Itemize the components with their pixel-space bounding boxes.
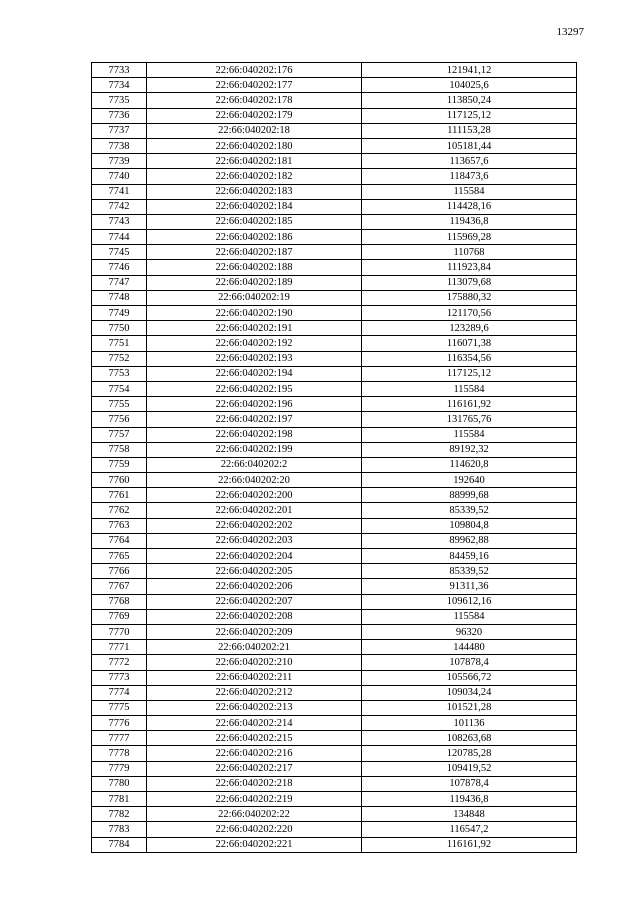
- table-row: [92, 275, 577, 290]
- row-index-cell: 7759: [92, 457, 147, 472]
- row-index-cell: 7775: [92, 700, 147, 715]
- value-cell: 117125,12: [362, 366, 577, 381]
- cadastral-number-cell: 22:66:040202:221: [147, 837, 362, 852]
- cadastral-number-cell: 22:66:040202:220: [147, 822, 362, 837]
- table-row: [92, 214, 577, 229]
- cadastral-number-cell: 22:66:040202:200: [147, 488, 362, 503]
- row-index-cell: 7762: [92, 503, 147, 518]
- table-row: [92, 397, 577, 412]
- cadastral-number-cell: 22:66:040202:219: [147, 792, 362, 807]
- value-cell: 108263,68: [362, 731, 577, 746]
- value-cell: 123289,6: [362, 321, 577, 336]
- value-cell: 113079,68: [362, 275, 577, 290]
- row-index-cell: 7748: [92, 290, 147, 305]
- value-cell: 104025,6: [362, 78, 577, 93]
- cadastral-table: [91, 62, 577, 853]
- cadastral-number-cell: 22:66:040202:203: [147, 533, 362, 548]
- table-row: [92, 260, 577, 275]
- table-body: [92, 63, 577, 853]
- value-cell: 111923,84: [362, 260, 577, 275]
- row-index-cell: 7736: [92, 108, 147, 123]
- table-row: [92, 230, 577, 245]
- table-row: [92, 108, 577, 123]
- value-cell: 105566,72: [362, 670, 577, 685]
- value-cell: 131765,76: [362, 412, 577, 427]
- row-index-cell: 7772: [92, 655, 147, 670]
- table-row: [92, 366, 577, 381]
- row-index-cell: 7758: [92, 442, 147, 457]
- table-row: [92, 381, 577, 396]
- value-cell: 109612,16: [362, 594, 577, 609]
- row-index-cell: 7743: [92, 214, 147, 229]
- table-row: [92, 199, 577, 214]
- cadastral-number-cell: 22:66:040202:216: [147, 746, 362, 761]
- value-cell: 113850,24: [362, 93, 577, 108]
- cadastral-number-cell: 22:66:040202:183: [147, 184, 362, 199]
- table-row: [92, 412, 577, 427]
- table-row: [92, 716, 577, 731]
- cadastral-number-cell: 22:66:040202:191: [147, 321, 362, 336]
- value-cell: 119436,8: [362, 214, 577, 229]
- cadastral-number-cell: 22:66:040202:197: [147, 412, 362, 427]
- table-row: [92, 776, 577, 791]
- row-index-cell: 7767: [92, 579, 147, 594]
- cadastral-number-cell: 22:66:040202:217: [147, 761, 362, 776]
- table-row: [92, 533, 577, 548]
- table-row: [92, 837, 577, 852]
- value-cell: 114620,8: [362, 457, 577, 472]
- table-row: [92, 549, 577, 564]
- row-index-cell: 7783: [92, 822, 147, 837]
- value-cell: 134848: [362, 807, 577, 822]
- table-row: [92, 93, 577, 108]
- value-cell: 144480: [362, 640, 577, 655]
- cadastral-number-cell: 22:66:040202:199: [147, 442, 362, 457]
- table-row: [92, 670, 577, 685]
- cadastral-number-cell: 22:66:040202:205: [147, 564, 362, 579]
- cadastral-number-cell: 22:66:040202:196: [147, 397, 362, 412]
- row-index-cell: 7764: [92, 533, 147, 548]
- table-row: [92, 169, 577, 184]
- row-index-cell: 7749: [92, 306, 147, 321]
- cadastral-number-cell: 22:66:040202:194: [147, 366, 362, 381]
- table-row: [92, 154, 577, 169]
- row-index-cell: 7735: [92, 93, 147, 108]
- cadastral-number-cell: 22:66:040202:206: [147, 579, 362, 594]
- value-cell: 115584: [362, 609, 577, 624]
- cadastral-number-cell: 22:66:040202:208: [147, 609, 362, 624]
- row-index-cell: 7756: [92, 412, 147, 427]
- page-number: 13297: [556, 26, 584, 38]
- cadastral-number-cell: 22:66:040202:179: [147, 108, 362, 123]
- value-cell: 89192,32: [362, 442, 577, 457]
- value-cell: 115584: [362, 381, 577, 396]
- cadastral-number-cell: 22:66:040202:185: [147, 214, 362, 229]
- table-row: [92, 594, 577, 609]
- table-row: [92, 518, 577, 533]
- table-row: [92, 473, 577, 488]
- table-row: [92, 336, 577, 351]
- value-cell: 116354,56: [362, 351, 577, 366]
- value-cell: 115584: [362, 427, 577, 442]
- row-index-cell: 7752: [92, 351, 147, 366]
- value-cell: 115969,28: [362, 230, 577, 245]
- table-row: [92, 457, 577, 472]
- cadastral-number-cell: 22:66:040202:22: [147, 807, 362, 822]
- table-row: [92, 123, 577, 138]
- row-index-cell: 7777: [92, 731, 147, 746]
- table-row: [92, 63, 577, 78]
- value-cell: 107878,4: [362, 776, 577, 791]
- table-row: [92, 731, 577, 746]
- value-cell: 121170,56: [362, 306, 577, 321]
- row-index-cell: 7733: [92, 63, 147, 78]
- value-cell: 116547,2: [362, 822, 577, 837]
- cadastral-number-cell: 22:66:040202:207: [147, 594, 362, 609]
- table-row: [92, 746, 577, 761]
- cadastral-number-cell: 22:66:040202:198: [147, 427, 362, 442]
- table-row: [92, 624, 577, 639]
- table-row: [92, 685, 577, 700]
- value-cell: 101136: [362, 716, 577, 731]
- value-cell: 121941,12: [362, 63, 577, 78]
- row-index-cell: 7734: [92, 78, 147, 93]
- value-cell: 119436,8: [362, 792, 577, 807]
- cadastral-number-cell: 22:66:040202:2: [147, 457, 362, 472]
- value-cell: 84459,16: [362, 549, 577, 564]
- table-row: [92, 488, 577, 503]
- value-cell: 105181,44: [362, 138, 577, 153]
- cadastral-number-cell: 22:66:040202:193: [147, 351, 362, 366]
- row-index-cell: 7741: [92, 184, 147, 199]
- value-cell: 109419,52: [362, 761, 577, 776]
- table-row: [92, 78, 577, 93]
- cadastral-number-cell: 22:66:040202:184: [147, 199, 362, 214]
- cadastral-number-cell: 22:66:040202:181: [147, 154, 362, 169]
- cadastral-number-cell: 22:66:040202:192: [147, 336, 362, 351]
- value-cell: 192640: [362, 473, 577, 488]
- cadastral-number-cell: 22:66:040202:201: [147, 503, 362, 518]
- value-cell: 118473,6: [362, 169, 577, 184]
- row-index-cell: 7781: [92, 792, 147, 807]
- cadastral-number-cell: 22:66:040202:204: [147, 549, 362, 564]
- row-index-cell: 7780: [92, 776, 147, 791]
- table-row: [92, 321, 577, 336]
- cadastral-number-cell: 22:66:040202:20: [147, 473, 362, 488]
- value-cell: 115584: [362, 184, 577, 199]
- table-row: [92, 290, 577, 305]
- value-cell: 116161,92: [362, 837, 577, 852]
- row-index-cell: 7761: [92, 488, 147, 503]
- table-row: [92, 822, 577, 837]
- cadastral-number-cell: 22:66:040202:214: [147, 716, 362, 731]
- value-cell: 107878,4: [362, 655, 577, 670]
- cadastral-number-cell: 22:66:040202:186: [147, 230, 362, 245]
- table-row: [92, 761, 577, 776]
- value-cell: 111153,28: [362, 123, 577, 138]
- row-index-cell: 7746: [92, 260, 147, 275]
- row-index-cell: 7740: [92, 169, 147, 184]
- cadastral-number-cell: 22:66:040202:19: [147, 290, 362, 305]
- row-index-cell: 7778: [92, 746, 147, 761]
- value-cell: 120785,28: [362, 746, 577, 761]
- table-row: [92, 655, 577, 670]
- cadastral-number-cell: 22:66:040202:202: [147, 518, 362, 533]
- row-index-cell: 7737: [92, 123, 147, 138]
- table-row: [92, 427, 577, 442]
- cadastral-number-cell: 22:66:040202:213: [147, 700, 362, 715]
- value-cell: 175880,32: [362, 290, 577, 305]
- value-cell: 109034,24: [362, 685, 577, 700]
- row-index-cell: 7765: [92, 549, 147, 564]
- cadastral-number-cell: 22:66:040202:177: [147, 78, 362, 93]
- cadastral-number-cell: 22:66:040202:18: [147, 123, 362, 138]
- cadastral-number-cell: 22:66:040202:211: [147, 670, 362, 685]
- table-row: [92, 564, 577, 579]
- row-index-cell: 7784: [92, 837, 147, 852]
- value-cell: 110768: [362, 245, 577, 260]
- row-index-cell: 7770: [92, 624, 147, 639]
- row-index-cell: 7745: [92, 245, 147, 260]
- cadastral-number-cell: 22:66:040202:187: [147, 245, 362, 260]
- table-row: [92, 640, 577, 655]
- value-cell: 101521,28: [362, 700, 577, 715]
- row-index-cell: 7755: [92, 397, 147, 412]
- row-index-cell: 7754: [92, 381, 147, 396]
- table-row: [92, 138, 577, 153]
- table-row: [92, 579, 577, 594]
- table-row: [92, 807, 577, 822]
- row-index-cell: 7751: [92, 336, 147, 351]
- row-index-cell: 7742: [92, 199, 147, 214]
- value-cell: 91311,36: [362, 579, 577, 594]
- cadastral-number-cell: 22:66:040202:21: [147, 640, 362, 655]
- row-index-cell: 7774: [92, 685, 147, 700]
- table-row: [92, 184, 577, 199]
- value-cell: 114428,16: [362, 199, 577, 214]
- cadastral-number-cell: 22:66:040202:182: [147, 169, 362, 184]
- row-index-cell: 7782: [92, 807, 147, 822]
- cadastral-number-cell: 22:66:040202:176: [147, 63, 362, 78]
- cadastral-number-cell: 22:66:040202:190: [147, 306, 362, 321]
- table-row: [92, 700, 577, 715]
- table-row: [92, 306, 577, 321]
- row-index-cell: 7760: [92, 473, 147, 488]
- cadastral-number-cell: 22:66:040202:180: [147, 138, 362, 153]
- row-index-cell: 7747: [92, 275, 147, 290]
- row-index-cell: 7738: [92, 138, 147, 153]
- row-index-cell: 7771: [92, 640, 147, 655]
- row-index-cell: 7773: [92, 670, 147, 685]
- row-index-cell: 7750: [92, 321, 147, 336]
- row-index-cell: 7753: [92, 366, 147, 381]
- cadastral-number-cell: 22:66:040202:215: [147, 731, 362, 746]
- table-row: [92, 609, 577, 624]
- cadastral-number-cell: 22:66:040202:210: [147, 655, 362, 670]
- cadastral-number-cell: 22:66:040202:195: [147, 381, 362, 396]
- value-cell: 109804,8: [362, 518, 577, 533]
- table-row: [92, 351, 577, 366]
- row-index-cell: 7768: [92, 594, 147, 609]
- value-cell: 85339,52: [362, 564, 577, 579]
- table-row: [92, 792, 577, 807]
- value-cell: 88999,68: [362, 488, 577, 503]
- value-cell: 113657,6: [362, 154, 577, 169]
- cadastral-number-cell: 22:66:040202:209: [147, 624, 362, 639]
- value-cell: 89962,88: [362, 533, 577, 548]
- row-index-cell: 7757: [92, 427, 147, 442]
- cadastral-number-cell: 22:66:040202:189: [147, 275, 362, 290]
- row-index-cell: 7739: [92, 154, 147, 169]
- row-index-cell: 7763: [92, 518, 147, 533]
- row-index-cell: 7779: [92, 761, 147, 776]
- row-index-cell: 7766: [92, 564, 147, 579]
- table-row: [92, 245, 577, 260]
- row-index-cell: 7776: [92, 716, 147, 731]
- value-cell: 96320: [362, 624, 577, 639]
- table-row: [92, 442, 577, 457]
- table-row: [92, 503, 577, 518]
- value-cell: 85339,52: [362, 503, 577, 518]
- value-cell: 116161,92: [362, 397, 577, 412]
- cadastral-number-cell: 22:66:040202:212: [147, 685, 362, 700]
- cadastral-number-cell: 22:66:040202:178: [147, 93, 362, 108]
- row-index-cell: 7769: [92, 609, 147, 624]
- row-index-cell: 7744: [92, 230, 147, 245]
- cadastral-number-cell: 22:66:040202:188: [147, 260, 362, 275]
- cadastral-number-cell: 22:66:040202:218: [147, 776, 362, 791]
- value-cell: 116071,38: [362, 336, 577, 351]
- value-cell: 117125,12: [362, 108, 577, 123]
